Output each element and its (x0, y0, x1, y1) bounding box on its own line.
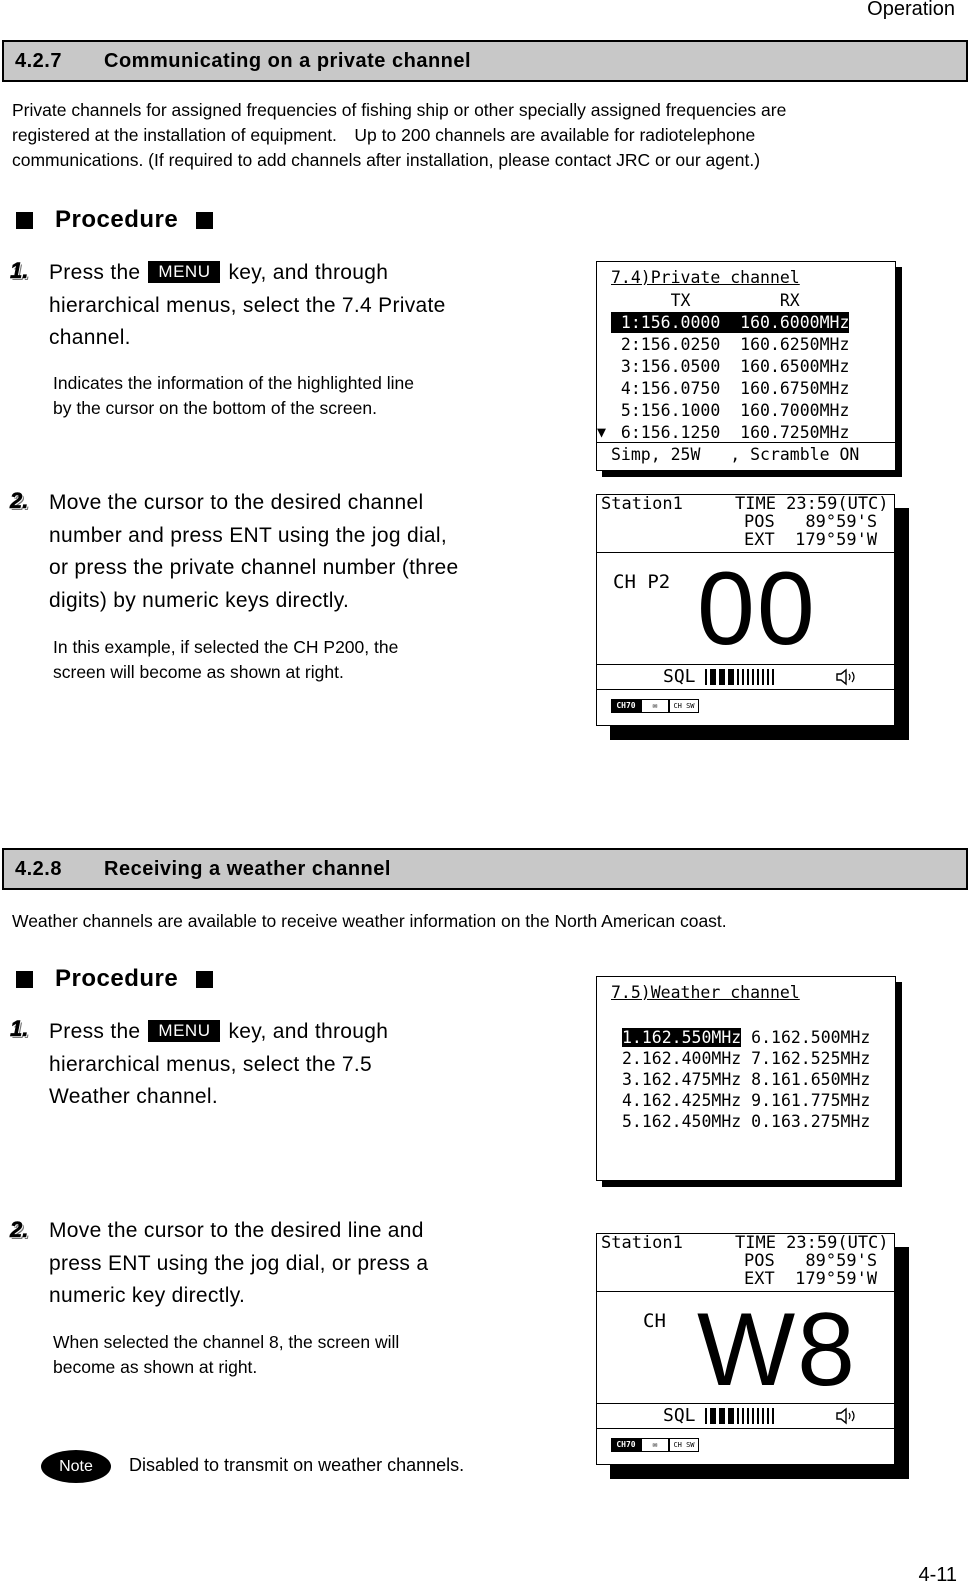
step-number: 2. (10, 1217, 29, 1242)
channel-number: 00 (697, 551, 817, 667)
ch70-icon: CH70 (611, 1438, 641, 1452)
position-readout: POS 89°59'S (744, 1251, 878, 1271)
intro-paragraph (12, 98, 962, 173)
weather-step-2-text: Move the cursor to the desired line and press ENT using the jog dial, or press a numeric key directly. (49, 1219, 429, 1307)
weather-row[interactable]: 4.162.425MHz 9.161.775MHz (622, 1091, 871, 1110)
time-readout: TIME 23:59(UTC) (735, 1233, 889, 1253)
scroll-down-arrow-icon: ▼ (597, 423, 607, 441)
status-line: Simp, 25W , Scramble ON (611, 445, 860, 464)
square-bullet-icon (196, 212, 213, 229)
page-number: 4-11 (918, 1564, 957, 1586)
weather-channel-menu-display (596, 976, 896, 1181)
channel-row-selected[interactable]: 1:156.0000 160.6000MHz (611, 313, 850, 332)
channel-number: W8 (697, 1292, 857, 1408)
channel-label: CH P2 (613, 571, 671, 593)
square-bullet-icon (16, 212, 33, 229)
section-number: 4.2.8 (15, 857, 62, 880)
channel-row[interactable]: 3:156.0500 160.6500MHz (611, 357, 850, 376)
menu-title: 7.5)Weather channel (611, 983, 800, 1002)
station-name: Station1 (601, 1233, 683, 1253)
intro-line: registered at the installation of equipment. Up to 200 channels are available for radiotelephone (12, 125, 756, 145)
main-screen-weather-channel (596, 1233, 895, 1465)
channel-row[interactable]: 2:156.0250 160.6250MHz (611, 335, 850, 354)
procedure-heading (16, 206, 213, 234)
note-text: Disabled to transmit on weather channels. (129, 1455, 465, 1475)
section-title: Receiving a weather channel (104, 857, 391, 880)
menu-key: MENU (148, 1020, 220, 1042)
squelch-label: SQL (663, 1405, 696, 1426)
position-readout: POS 89°59'S (744, 512, 878, 532)
ch-sw-icon: CH SW (669, 699, 699, 713)
section-title: Communicating on a private channel (104, 49, 472, 72)
status-icons (611, 695, 699, 714)
squelch-level-bar (705, 669, 774, 685)
step-2-text: Move the cursor to the desired channel number and press ENT using the jog dial, or press the private channel number (three digits) by numeric keys directly. (49, 491, 459, 612)
section-heading-weather-channel (2, 848, 968, 890)
page-header: Operation (867, 0, 955, 20)
square-bullet-icon (196, 971, 213, 988)
section-number: 4.2.7 (15, 49, 62, 72)
ch70-icon: CH70 (611, 699, 641, 713)
weather-row[interactable]: 5.162.450MHz 0.163.275MHz (622, 1112, 871, 1131)
column-header: TX RX (611, 291, 800, 310)
intro-line: communications. (If required to add channels after installation, please contact JRC or our agent.) (12, 150, 761, 170)
step-1-text: Press the MENU key, and through hierarchical menus, select the 7.4 Private channel. (49, 261, 446, 349)
section-heading-private-channel (2, 40, 968, 82)
weather-step-2-note: When selected the channel 8, the screen will become as shown at right. (53, 1332, 400, 1377)
step-number: 1. (10, 258, 29, 283)
weather-row: 1.162.550MHz 6.162.500MHz (622, 1028, 871, 1047)
procedure-label: Procedure (55, 206, 179, 233)
step-number: 2. (10, 488, 29, 513)
menu-key: MENU (148, 261, 220, 283)
procedure-label: Procedure (55, 965, 179, 992)
main-screen-private-channel (596, 494, 895, 726)
message-icon: ✉ (641, 699, 669, 713)
station-name: Station1 (601, 494, 683, 514)
channel-row[interactable]: 5:156.1000 160.7000MHz (611, 401, 850, 420)
private-channel-menu-display (596, 261, 896, 471)
squelch-level-bar (705, 1408, 774, 1424)
ext-readout: EXT 179°59'W (744, 1269, 878, 1289)
message-icon: ✉ (641, 1438, 669, 1452)
channel-label: CH (643, 1310, 666, 1332)
ext-readout: EXT 179°59'W (744, 530, 878, 550)
status-icons (611, 1434, 699, 1453)
weather-step-1-text: Press the MENU key, and through hierarchical menus, select the 7.5 Weather channel. (49, 1020, 389, 1108)
step-2-note: In this example, if selected the CH P200, the screen will become as shown at right. (53, 637, 399, 682)
speaker-icon (835, 667, 857, 687)
weather-intro: Weather channels are available to receive weather information on the North American coast. (12, 911, 727, 931)
ch-sw-icon: CH SW (669, 1438, 699, 1452)
procedure-heading (16, 965, 213, 993)
speaker-icon (835, 1406, 857, 1426)
square-bullet-icon (16, 971, 33, 988)
step-number: 1. (10, 1016, 29, 1041)
weather-channel-selected[interactable]: 1.162.550MHz (622, 1028, 742, 1047)
channel-row[interactable]: 4:156.0750 160.6750MHz (611, 379, 850, 398)
intro-line: Private channels for assigned frequencies of fishing ship or other specially assigned frequencies are (12, 100, 787, 120)
time-readout: TIME 23:59(UTC) (735, 494, 889, 514)
channel-row[interactable]: 6:156.1250 160.7250MHz (611, 423, 850, 442)
menu-title: 7.4)Private channel (611, 268, 800, 287)
squelch-label: SQL (663, 666, 696, 687)
note-badge: Note (41, 1450, 111, 1483)
weather-row[interactable]: 2.162.400MHz 7.162.525MHz (622, 1049, 871, 1068)
step-1-note: Indicates the information of the highlighted line by the cursor on the bottom of the screen. (53, 373, 414, 418)
weather-row[interactable]: 3.162.475MHz 8.161.650MHz (622, 1070, 871, 1089)
